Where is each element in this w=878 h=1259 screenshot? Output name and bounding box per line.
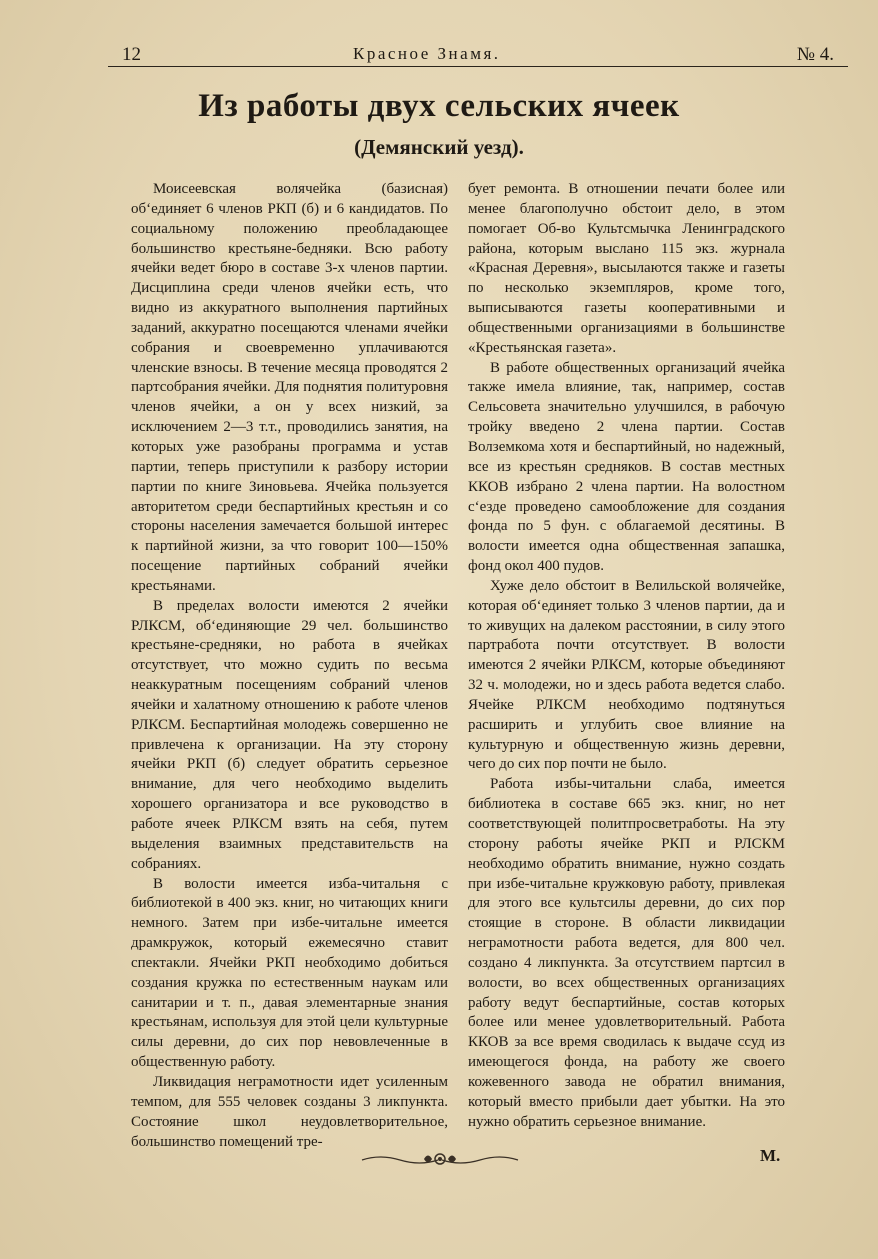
- right-column: [468, 180, 785, 1133]
- page-header: [108, 40, 848, 67]
- author-signature: М.: [760, 1146, 781, 1165]
- paragraph: Ликвидация неграмотности идет усиленным темпом, для 555 человек созданы 3 ликпункта. Состояние школ неудовлетворительное, большинство помещений тре-: [131, 1073, 448, 1150]
- paragraph: В работе общественных организаций ячейка также имела влияние, так, например, состав Сельсовета значительно улучшился, в рабочую тройку введено 2 члена партии. Состав Волземкома хотя и беспартийный, но надежный, все из крестьян средняков. В состав местных ККОВ избрано 2 члена партии. На волостном с‘езде проведено самообложение для создания фонда по 5 фун. с облагаемой десятины. В волости имеется одна общественная запашка, фонд окол 400 пудов.: [468, 359, 785, 575]
- article-subtitle: (Демянский уезд).: [354, 135, 524, 159]
- paragraph: В пределах волости имеются 2 ячейки РЛКСМ, об‘единяющие 29 чел. большинство крестьяне-средняки, но работа в ячейках отсутствует, что можно судить по весьма неаккуратным посещениям собраний членов ячейки и халатному отношению к работе членов РЛКСМ. Беспартийная молодежь совершенно не привлечена к организации. На эту сторону ячейки РКП (б) следует обратить серьезное внимание, для чего необходимо выделить хорошего организатора и все руководство в работе ячеек РЛКСМ взять на себя, путем выделения взаимных представительств на собраниях.: [131, 597, 448, 872]
- journal-title: Красное Знамя.: [353, 44, 501, 63]
- paragraph: Моисеевская волячейка (базисная) об‘единяет 6 членов РКП (б) и 6 кандидатов. По социальному положению преобладающее большинство крестьяне-бедняки. Всю работу ячейки ведет бюро в составе 3-х членов партии. Дисциплина среди членов ячейки есть, что видно из аккуратного выполнения партийных заданий, аккуратно посещаются членами ячейки собрания и своевременно уплачиваются членские взносы. В течение месяца проводятся 2 партсобрания ячейки. Для поднятия политуровня членов ячейки, а он у всех низкий, за исключением 2—3 т.т., проводились занятия, на которых уже разобраны программа и устав партии, теперь приступили к разбору истории партии по книге Зиновьева. Ячейка пользуется авторитетом среди беспартийных крестьян и со стороны населения замечается большой интерес к партийной жизни, за что говорит 100—150% посещение партийных собраний ячейки крестьянами.: [131, 181, 448, 594]
- paragraph: Хуже дело обстоит в Велильской волячейке, которая об‘единяет только 3 членов партии, да и то живущих на далеком расстоянии, в силу этого партработа почти отсутствует. В волости имеются 2 ячейки РЛКСМ, которые объединяют 32 ч. молодежи, но и здесь работа ведется слабо. Ячейке РЛКСМ необходимо подтянуться расширить и углубить свое влияние на культурную и общественную жизнь деревни, чего до сих пор почти не было.: [468, 577, 785, 773]
- left-column: [131, 180, 448, 1152]
- page-number: 12: [122, 44, 141, 65]
- paragraph: В волости имеется изба-читальня с библиотекой в 400 экз. книг, но читающих книги немного. Затем при избе-читальне имеется драмкружок, который ежемесячно ставит спектакли. Ячейки РКП необходимо добиться создания кружка по естественным наукам или санитарии и т. п., давая элементарные знания крестьянам, используя для этой цели культурные силы деревни, до сих пор невовлеченные в общественную работу.: [131, 875, 448, 1071]
- issue-number: № 4.: [796, 44, 834, 65]
- article-title: Из работы двух сельских ячеек: [198, 88, 680, 124]
- ornament-divider: [360, 1148, 520, 1170]
- paragraph: бует ремонта. В отношении печати более или менее благополучно обстоит дело, в этом помогает Об-во Культсмычка Ленинградского района, которым выслано 115 экз. журнала «Красная Деревня», высылаются также и газеты по несколько экземпляров, кроме того, выписываются газеты кооперативными и общественными организациями в большинстве «Крестьянская газета».: [468, 181, 785, 356]
- paragraph: Работа избы-читальни слаба, имеется библиотека в составе 665 экз. книг, но нет соответствующей политпросветработы. На эту сторону работы ячейке РКП и РЛСКМ необходимо обратить внимание, нужно создать при избе-читальне кружковую работу, привлекая для этого все культсилы деревни, до сих пор стоящие в стороне. В области ликвидации неграмотности работа ведется, для 800 чел. создано 4 ликпункта. За отсутствием партсил в волости, во всех общественных организациях работу ведут беспартийные, состав которых более или менее удовлетворительный. Работа ККОВ за все время сводилась к выдаче ссуд из имеющегося фонда, на работу же своего кожевенного завода не обратил внимания, который вместо прибыли дает убытки. На это нужно обратить серьезное внимание.: [468, 776, 785, 1130]
